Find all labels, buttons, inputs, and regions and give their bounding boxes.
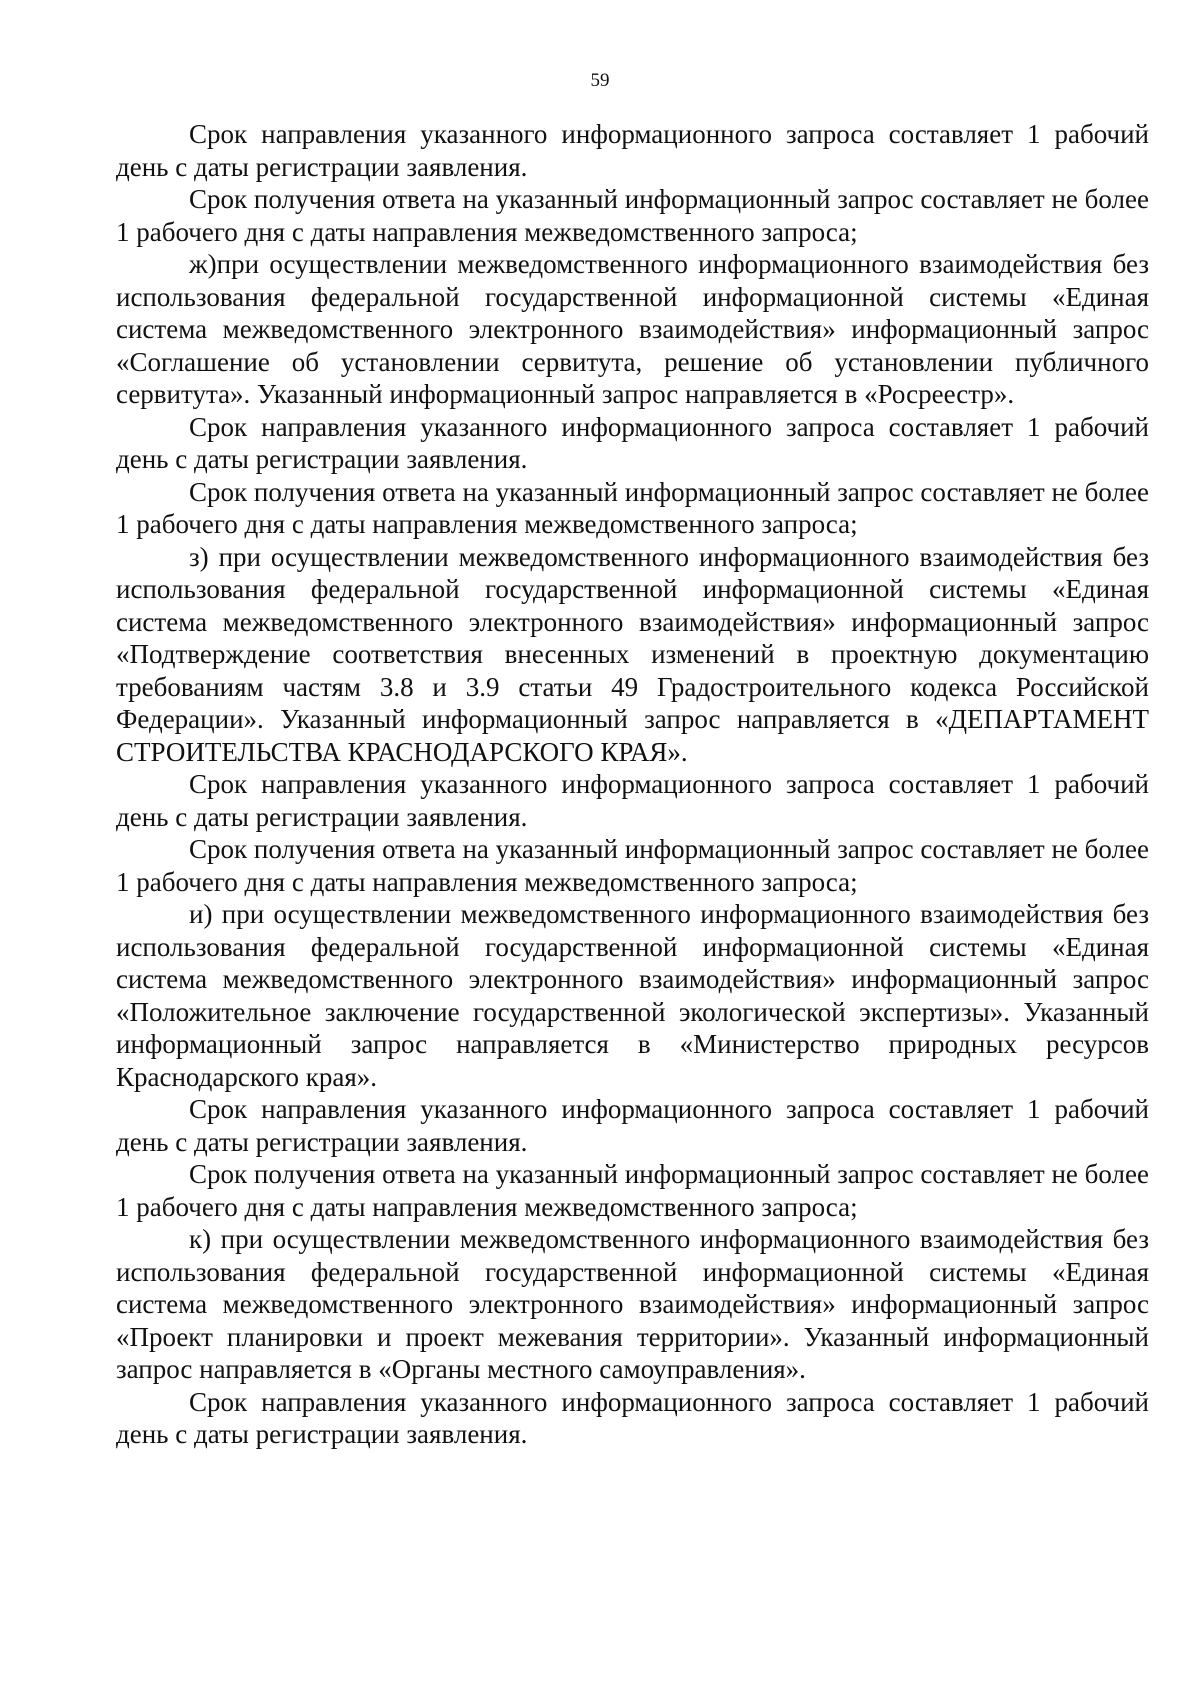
- paragraph: Срок получения ответа на указанный информационный запрос составляет не более 1 рабочего дня с даты направления межведомственного запроса;: [116, 184, 1149, 247]
- paragraph: Срок получения ответа на указанный информационный запрос составляет не более 1 рабочего дня с даты направления межведомственного запроса;: [116, 1159, 1149, 1222]
- paragraph: Срок получения ответа на указанный информационный запрос составляет не более 1 рабочего дня с даты направления межведомственного запроса;: [116, 476, 1149, 539]
- paragraph: к) при осуществлении межведомственного информационного взаимодействия без использования федеральной государственной информационной системы «Единая система межведомственного электронного взаимодействия» информационный запрос «Проект планировки и проект межевания территории». Указанный информационный запрос направляется в «Органы местного самоуправления».: [116, 1224, 1149, 1384]
- page-number: 59: [590, 70, 610, 91]
- paragraph: з) при осуществлении межведомственного информационного взаимодействия без использования федеральной государственной информационной системы «Единая система межведомственного электронного взаимодействия» информационный запрос «Подтверждение соответствия внесенных изменений в проектную документацию требованиям частям 3.8 и 3.9 статьи 49 Градостроительного кодекса Российской Федерации». Указанный информационный запрос направляется в «ДЕПАРТАМЕНТ СТРОИТЕЛЬСТВА КРАСНОДАРСКОГО КРАЯ».: [116, 541, 1149, 767]
- paragraph: Срок направления указанного информационного запроса составляет 1 рабочий день с даты регистрации заявления.: [116, 769, 1149, 832]
- paragraph: Срок направления указанного информационного запроса составляет 1 рабочий день с даты регистрации заявления.: [116, 1386, 1149, 1449]
- paragraph: Срок направления указанного информационного запроса составляет 1 рабочий день с даты регистрации заявления.: [116, 119, 1149, 182]
- paragraph: ж)при осуществлении межведомственного информационного взаимодействия без использования федеральной государственной информационной системы «Единая система межведомственного электронного взаимодействия» информационный запрос «Соглашение об установлении сервитута, решение об установлении публичного сервитута». Указанный информационный запрос направляется в «Росреестр».: [116, 249, 1149, 409]
- document-body: [116, 118, 1149, 1451]
- paragraph: и) при осуществлении межведомственного информационного взаимодействия без использования федеральной государственной информационной системы «Единая система межведомственного электронного взаимодействия» информационный запрос «Положительное заключение государственной экологической экспертизы». Указанный информационный запрос направляется в «Министерство природных ресурсов Краснодарского края».: [116, 899, 1149, 1092]
- paragraph: Срок направления указанного информационного запроса составляет 1 рабочий день с даты регистрации заявления.: [116, 1094, 1149, 1157]
- paragraph: Срок направления указанного информационного запроса составляет 1 рабочий день с даты регистрации заявления.: [116, 411, 1149, 474]
- paragraph: Срок получения ответа на указанный информационный запрос составляет не более 1 рабочего дня с даты направления межведомственного запроса;: [116, 834, 1149, 897]
